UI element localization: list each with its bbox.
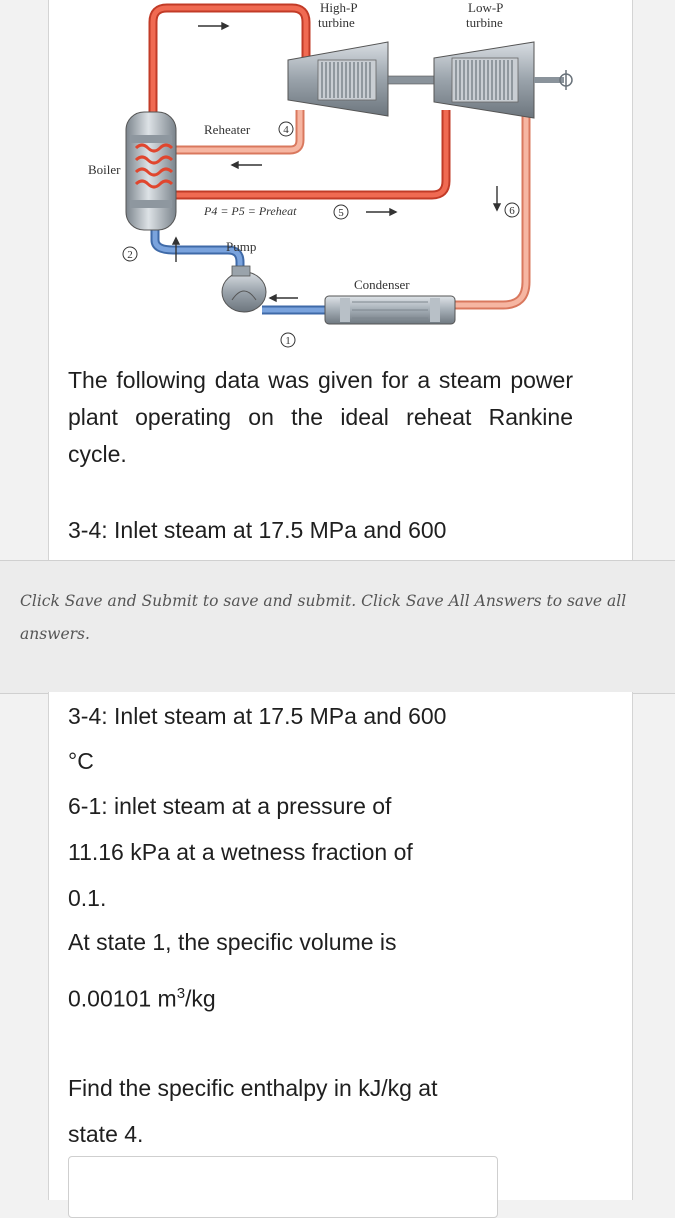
problem-line-6-1-c: 0.1. (68, 885, 107, 911)
question-line-1: Find the specific enthalpy in kJ/kg at (68, 1075, 438, 1101)
low-p-turbine-label-2: turbine (466, 15, 503, 30)
svg-text:1: 1 (285, 335, 291, 347)
question-line-2: state 4. (68, 1121, 144, 1147)
problem-line-6-1-b: 11.16 kPa at a wetness fraction of (68, 839, 413, 865)
pump (222, 266, 266, 312)
problem-state-1-text: At state 1, the specific volume is (68, 929, 397, 955)
pressure-relation-label: P4 = P5 = Preheat (204, 204, 297, 218)
state-marker-6 (505, 203, 519, 217)
boiler-label: Boiler (88, 162, 121, 177)
svg-text:2: 2 (127, 249, 133, 261)
high-p-turbine-label-1: High-P (320, 0, 358, 15)
svg-text:6: 6 (509, 205, 515, 217)
state-marker-5 (334, 205, 348, 219)
condenser (325, 296, 455, 324)
problem-state-1-volume (68, 978, 216, 1015)
problem-line-6-1-a: 6-1: inlet steam at a pressure of (68, 793, 392, 819)
low-p-turbine-label-1: Low-P (468, 0, 504, 15)
problem-intro: The following data was given for a steam power plant operating on the ideal reheat Rankine cycle. (68, 367, 573, 467)
save-instructions-banner (0, 560, 675, 694)
svg-text:4: 4 (283, 124, 289, 136)
output-shaft-icon (534, 70, 572, 90)
reheater-label: Reheater (204, 122, 251, 137)
turbine-shaft (388, 76, 434, 84)
specific-volume-value: 0.00101 m (68, 985, 177, 1012)
pipe-boiler-to-hp (153, 8, 306, 115)
answer-input[interactable] (68, 1156, 498, 1218)
specific-volume-exponent: 3 (176, 985, 186, 1002)
specific-volume-unit: /kg (185, 985, 216, 1012)
condenser-label: Condenser (354, 277, 410, 292)
state-marker-1 (281, 333, 295, 347)
pump-label: Pump (226, 239, 257, 254)
svg-text:5: 5 (338, 207, 344, 219)
high-p-turbine-label-2: turbine (318, 15, 355, 30)
state-marker-2 (123, 247, 137, 261)
boiler (126, 112, 176, 230)
low-p-turbine (434, 42, 534, 118)
state-marker-4 (279, 122, 293, 136)
reheat-rankine-diagram (0, 0, 675, 360)
save-instructions-text: Click Save and Submit to save and submit. Click Save All Answers to save all answers. (20, 592, 627, 643)
problem-line-3-4: 3-4: Inlet steam at 17.5 MPa and 600 (68, 703, 447, 729)
problem-line-3-4-unit: °C (68, 748, 94, 774)
problem-line-3-4-partial: 3-4: Inlet steam at 17.5 MPa and 600 (68, 517, 447, 543)
